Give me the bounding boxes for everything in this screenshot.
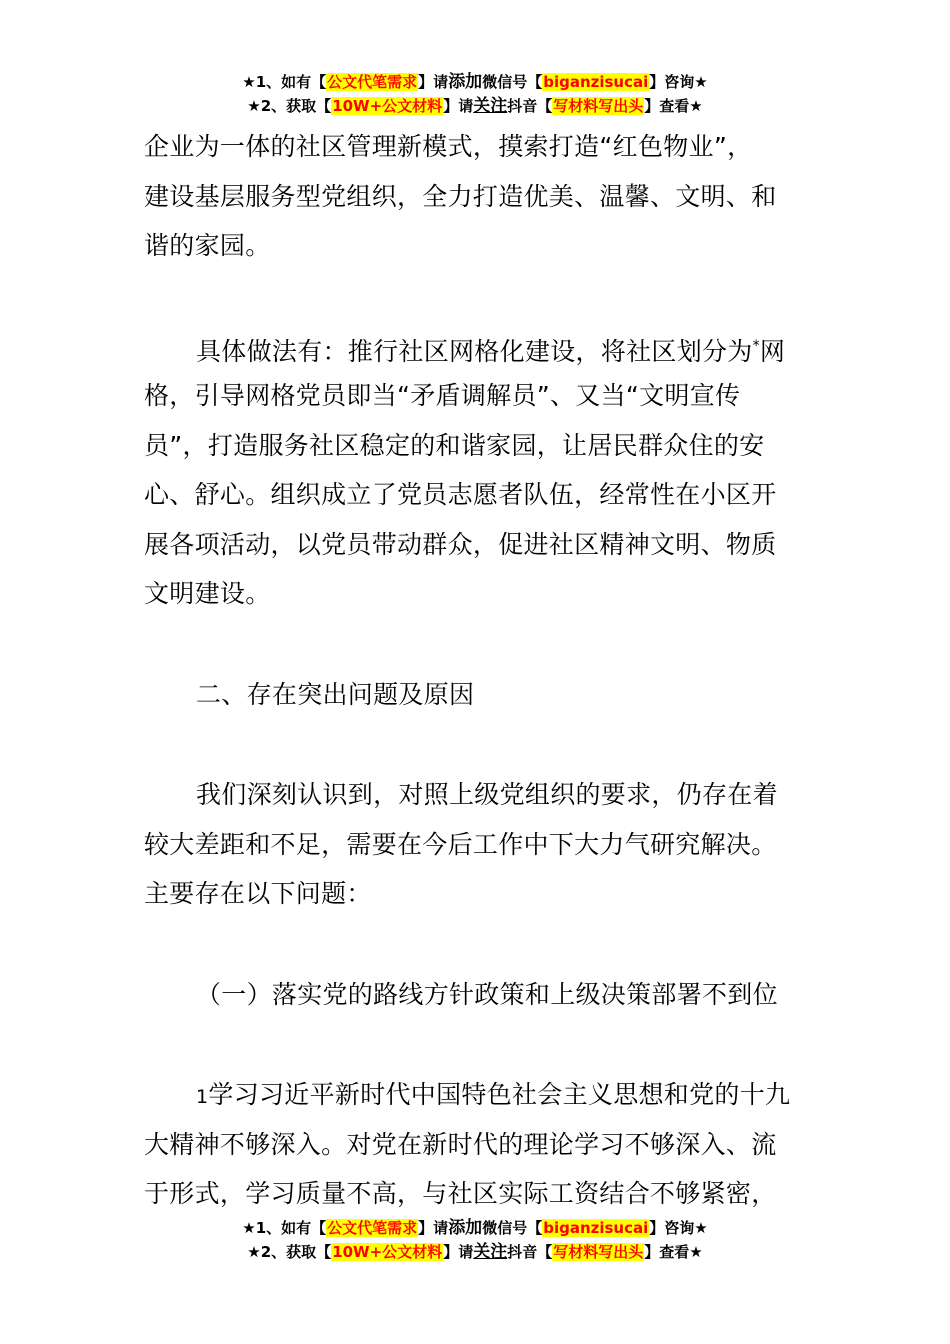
text-line: 企业为一体的社区管理新模式，摸索打造“红色物业”， (144, 132, 753, 161)
text-line: 谐的家园。 (144, 231, 271, 260)
paragraph-4 (144, 1070, 806, 1219)
star-mark: * (752, 337, 760, 354)
banner-line-1 (0, 70, 950, 94)
banner-text: 】查看★ (644, 97, 703, 115)
document-body (144, 122, 806, 1219)
banner-text: ★1、如有【 (242, 1219, 327, 1237)
paragraph-1 (144, 122, 806, 271)
banner-text: 微信号【 (482, 73, 543, 91)
banner-text: 】查看★ (644, 1243, 703, 1261)
text-line: 展各项活动，以党员带动群众，促进社区精神文明、物质 (144, 529, 777, 559)
text-line (144, 1070, 806, 1120)
text-line: 格，引导网格党员即当“矛盾调解员”、又当“文明宣传 (144, 381, 741, 410)
banner-text: 】请 (443, 97, 474, 115)
banner-text: 微信号【 (482, 1219, 543, 1237)
paragraph-2 (144, 322, 806, 619)
paragraph-3 (144, 770, 806, 919)
text-line: 主要存在以下问题： (144, 879, 372, 908)
highlight-wechat-id: biganzisucai (543, 1219, 649, 1237)
highlight-douyin: 写材料写出头 (553, 97, 644, 115)
text-line: 心、舒心。组织成立了党员志愿者队伍，经常性在小区开 (144, 480, 777, 509)
text-line: 建设基层服务型党组织，全力打造优美、温馨、文明、和 (144, 181, 777, 211)
heading-text: 二、存在突出问题及原因 (196, 679, 475, 709)
text-line: 我们深刻认识到，对照上级党组织的要求，仍存在着 (196, 780, 778, 809)
text-line: 文明建设。 (144, 579, 271, 608)
text-segment: 具体做法有：推行社区网格化建设，将社区划分为 (196, 336, 753, 366)
banner-text: 】咨询★ (649, 1219, 708, 1237)
bottom-banner (0, 1216, 950, 1264)
banner-text: ★2、获取【 (247, 1243, 332, 1261)
text-segment: 网 (759, 336, 786, 366)
text-line: 员”，打造服务社区稳定的和谐家园，让居民群众住的安 (144, 430, 765, 460)
item-number: 1 (196, 1086, 209, 1108)
highlight-douyin: 写材料写出头 (553, 1243, 644, 1261)
banner-text: 】请 (418, 1219, 449, 1237)
text-line: 大精神不够深入。对党在新时代的理论学习不够深入、流 (144, 1129, 777, 1159)
highlight-wechat-id: biganzisucai (543, 73, 649, 91)
text-line: 较大差距和不足，需要在今后工作中下大力气研究解决。 (144, 829, 777, 859)
text-segment: 学习习近平新时代中国特色社会主义思想和党的十九 (208, 1080, 791, 1109)
banner-text: 】请 (418, 73, 449, 91)
banner-line-2 (0, 1240, 950, 1264)
banner-text: 】请 (443, 1243, 474, 1261)
subsection-heading (144, 970, 806, 1020)
subheading-text: （一）落实党的路线方针政策和上级决策部署不到位 (196, 979, 778, 1009)
highlight-service: 公文代笔需求 (327, 1219, 418, 1237)
banner-text: ★1、如有【 (242, 73, 327, 91)
highlight-materials: 10W+公文材料 (332, 97, 443, 115)
section-heading (144, 670, 806, 720)
banner-emphasis: 添加 (448, 72, 483, 92)
banner-text: 抖音【 (507, 1243, 553, 1261)
banner-line-2 (0, 94, 950, 118)
banner-text: ★2、获取【 (247, 97, 332, 115)
banner-emphasis: 关注 (473, 96, 508, 116)
banner-emphasis: 添加 (448, 1218, 483, 1238)
highlight-service: 公文代笔需求 (327, 73, 418, 91)
banner-text: 抖音【 (507, 97, 553, 115)
banner-line-1 (0, 1216, 950, 1240)
text-line: 于形式，学习质量不高，与社区实际工资结合不够紧密， (144, 1179, 777, 1208)
banner-text: 】咨询★ (649, 73, 708, 91)
top-banner (0, 70, 950, 118)
banner-emphasis: 关注 (473, 1242, 508, 1262)
highlight-materials: 10W+公文材料 (332, 1243, 443, 1261)
text-line (144, 322, 806, 372)
